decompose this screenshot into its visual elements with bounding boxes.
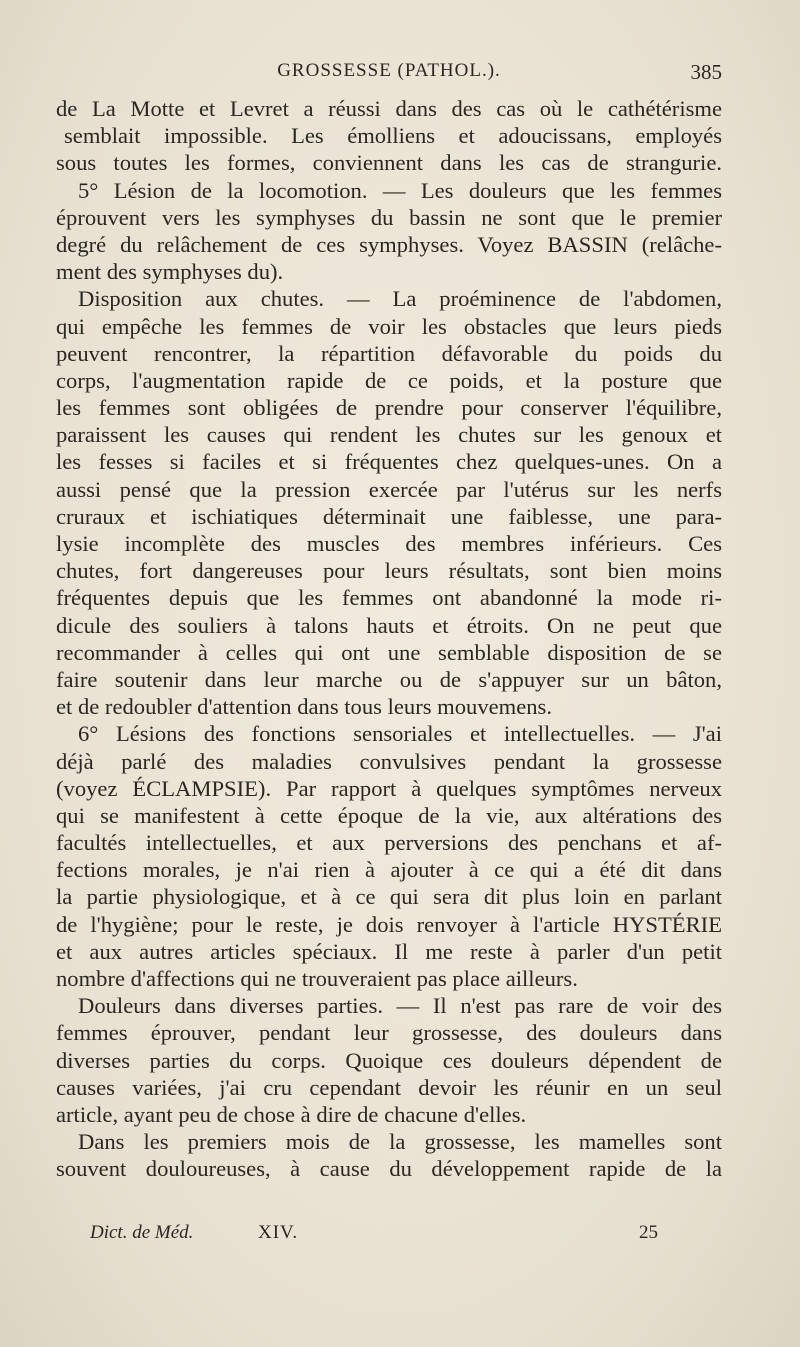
text-line: corps, l'augmentation rapide de ce poids, et la posture que — [56, 367, 722, 393]
text-line: de La Motte et Levret a réussi dans des cas où le cathétérisme — [56, 96, 722, 121]
footer-volume: XIV. — [258, 1222, 299, 1243]
text-line: femmes éprouver, pendant leur grossesse, des douleurs dans — [56, 1020, 722, 1046]
text-line: paraissent les causes qui rendent les chutes sur les genoux et — [56, 422, 722, 448]
text-line: chutes, fort dangereuses pour leurs résultats, sont bien moins — [56, 558, 722, 584]
text-line: et de redoubler d'attention dans tous leurs mouvemens. — [56, 694, 552, 720]
section-heading-line: Disposition aux chutes. — La proéminence de l'abdomen, — [78, 286, 722, 312]
text-line: déjà parlé des maladies convulsives pendant la grossesse — [56, 748, 722, 774]
body-text — [56, 95, 722, 1183]
page-footer — [90, 1222, 658, 1250]
section-heading-line: Douleurs dans diverses parties. — Il n'est pas rare de voir des — [78, 993, 722, 1019]
text-line: éprouvent vers les symphyses du bassin ne sont que le premier — [56, 204, 722, 230]
text-line: ment des symphyses du). — [56, 259, 284, 285]
page-header — [56, 60, 722, 90]
footer-source: Dict. de Méd. — [90, 1222, 194, 1243]
text-line: facultés intellectuelles, et aux perversions des penchans et af- — [56, 830, 722, 856]
text-line: dicule des souliers à talons hauts et étroits. On ne peut que — [56, 612, 722, 638]
text-line: de l'hygiène; pour le reste, je dois renvoyer à l'article HYSTÉRIE — [56, 911, 722, 937]
text-line: et aux autres articles spéciaux. Il me reste à parler d'un petit — [56, 938, 722, 964]
text-line: semblait impossible. Les émolliens et adoucissans, employés — [64, 123, 722, 149]
text-line: lysie incomplète des muscles des membres inférieurs. Ces — [56, 531, 722, 556]
footer-signature: 25 — [639, 1222, 658, 1243]
text-line: qui se manifestent à cette époque de la vie, aux altérations des — [56, 802, 722, 828]
text-line: qui empêche les femmes de voir les obstacles que leurs pieds — [56, 313, 722, 339]
text-line: fections morales, je n'ai rien à ajouter à ce qui a été dit dans — [56, 857, 722, 883]
section-heading-line: 6° Lésions des fonctions sensoriales et intellectuelles. — J'ai — [78, 721, 722, 747]
text-line: causes variées, j'ai cru cependant devoir les réunir en un seul — [56, 1074, 722, 1100]
text-line: aussi pensé que la pression exercée par l'utérus sur les nerfs — [56, 476, 722, 502]
text-line: degré du relâchement de ces symphyses. Voyez BASSIN (relâche- — [56, 231, 722, 257]
text-line: les femmes sont obligées de prendre pour conserver l'équilibre, — [56, 395, 722, 421]
section-heading-line: 5° Lésion de la locomotion. — Les douleurs que les femmes — [78, 177, 722, 203]
text-line: sous toutes les formes, conviennent dans les cas de strangurie. — [56, 150, 722, 176]
text-line: diverses parties du corps. Quoique ces douleurs dépendent de — [56, 1047, 722, 1073]
text-line: cruraux et ischiatiques déterminait une faiblesse, une para- — [56, 503, 722, 529]
text-line: article, ayant peu de chose à dire de chacune d'elles. — [56, 1101, 527, 1127]
running-head: GROSSESSE (PATHOL.). — [277, 60, 501, 81]
text-line: souvent douloureuses, à cause du développement rapide de la — [56, 1156, 722, 1182]
text-line: faire soutenir dans leur marche ou de s'appuyer sur un bâton, — [56, 666, 722, 692]
text-line: fréquentes depuis que les femmes ont abandonné la mode ri- — [56, 585, 722, 611]
text-line: recommander à celles qui ont une semblable disposition de se — [56, 639, 722, 665]
text-line: peuvent rencontrer, la répartition défavorable du poids du — [56, 340, 722, 366]
text-line: Dans les premiers mois de la grossesse, les mamelles sont — [78, 1129, 722, 1155]
text-line: nombre d'affections qui ne trouveraient pas place ailleurs. — [56, 966, 578, 991]
text-line: (voyez ÉCLAMPSIE). Par rapport à quelques symptômes nerveux — [56, 775, 722, 801]
page-number: 385 — [690, 60, 722, 84]
text-line: les fesses si faciles et si fréquentes chez quelques-unes. On a — [56, 449, 722, 475]
text-line: la partie physiologique, et à ce qui sera dit plus loin en parlant — [56, 884, 722, 910]
